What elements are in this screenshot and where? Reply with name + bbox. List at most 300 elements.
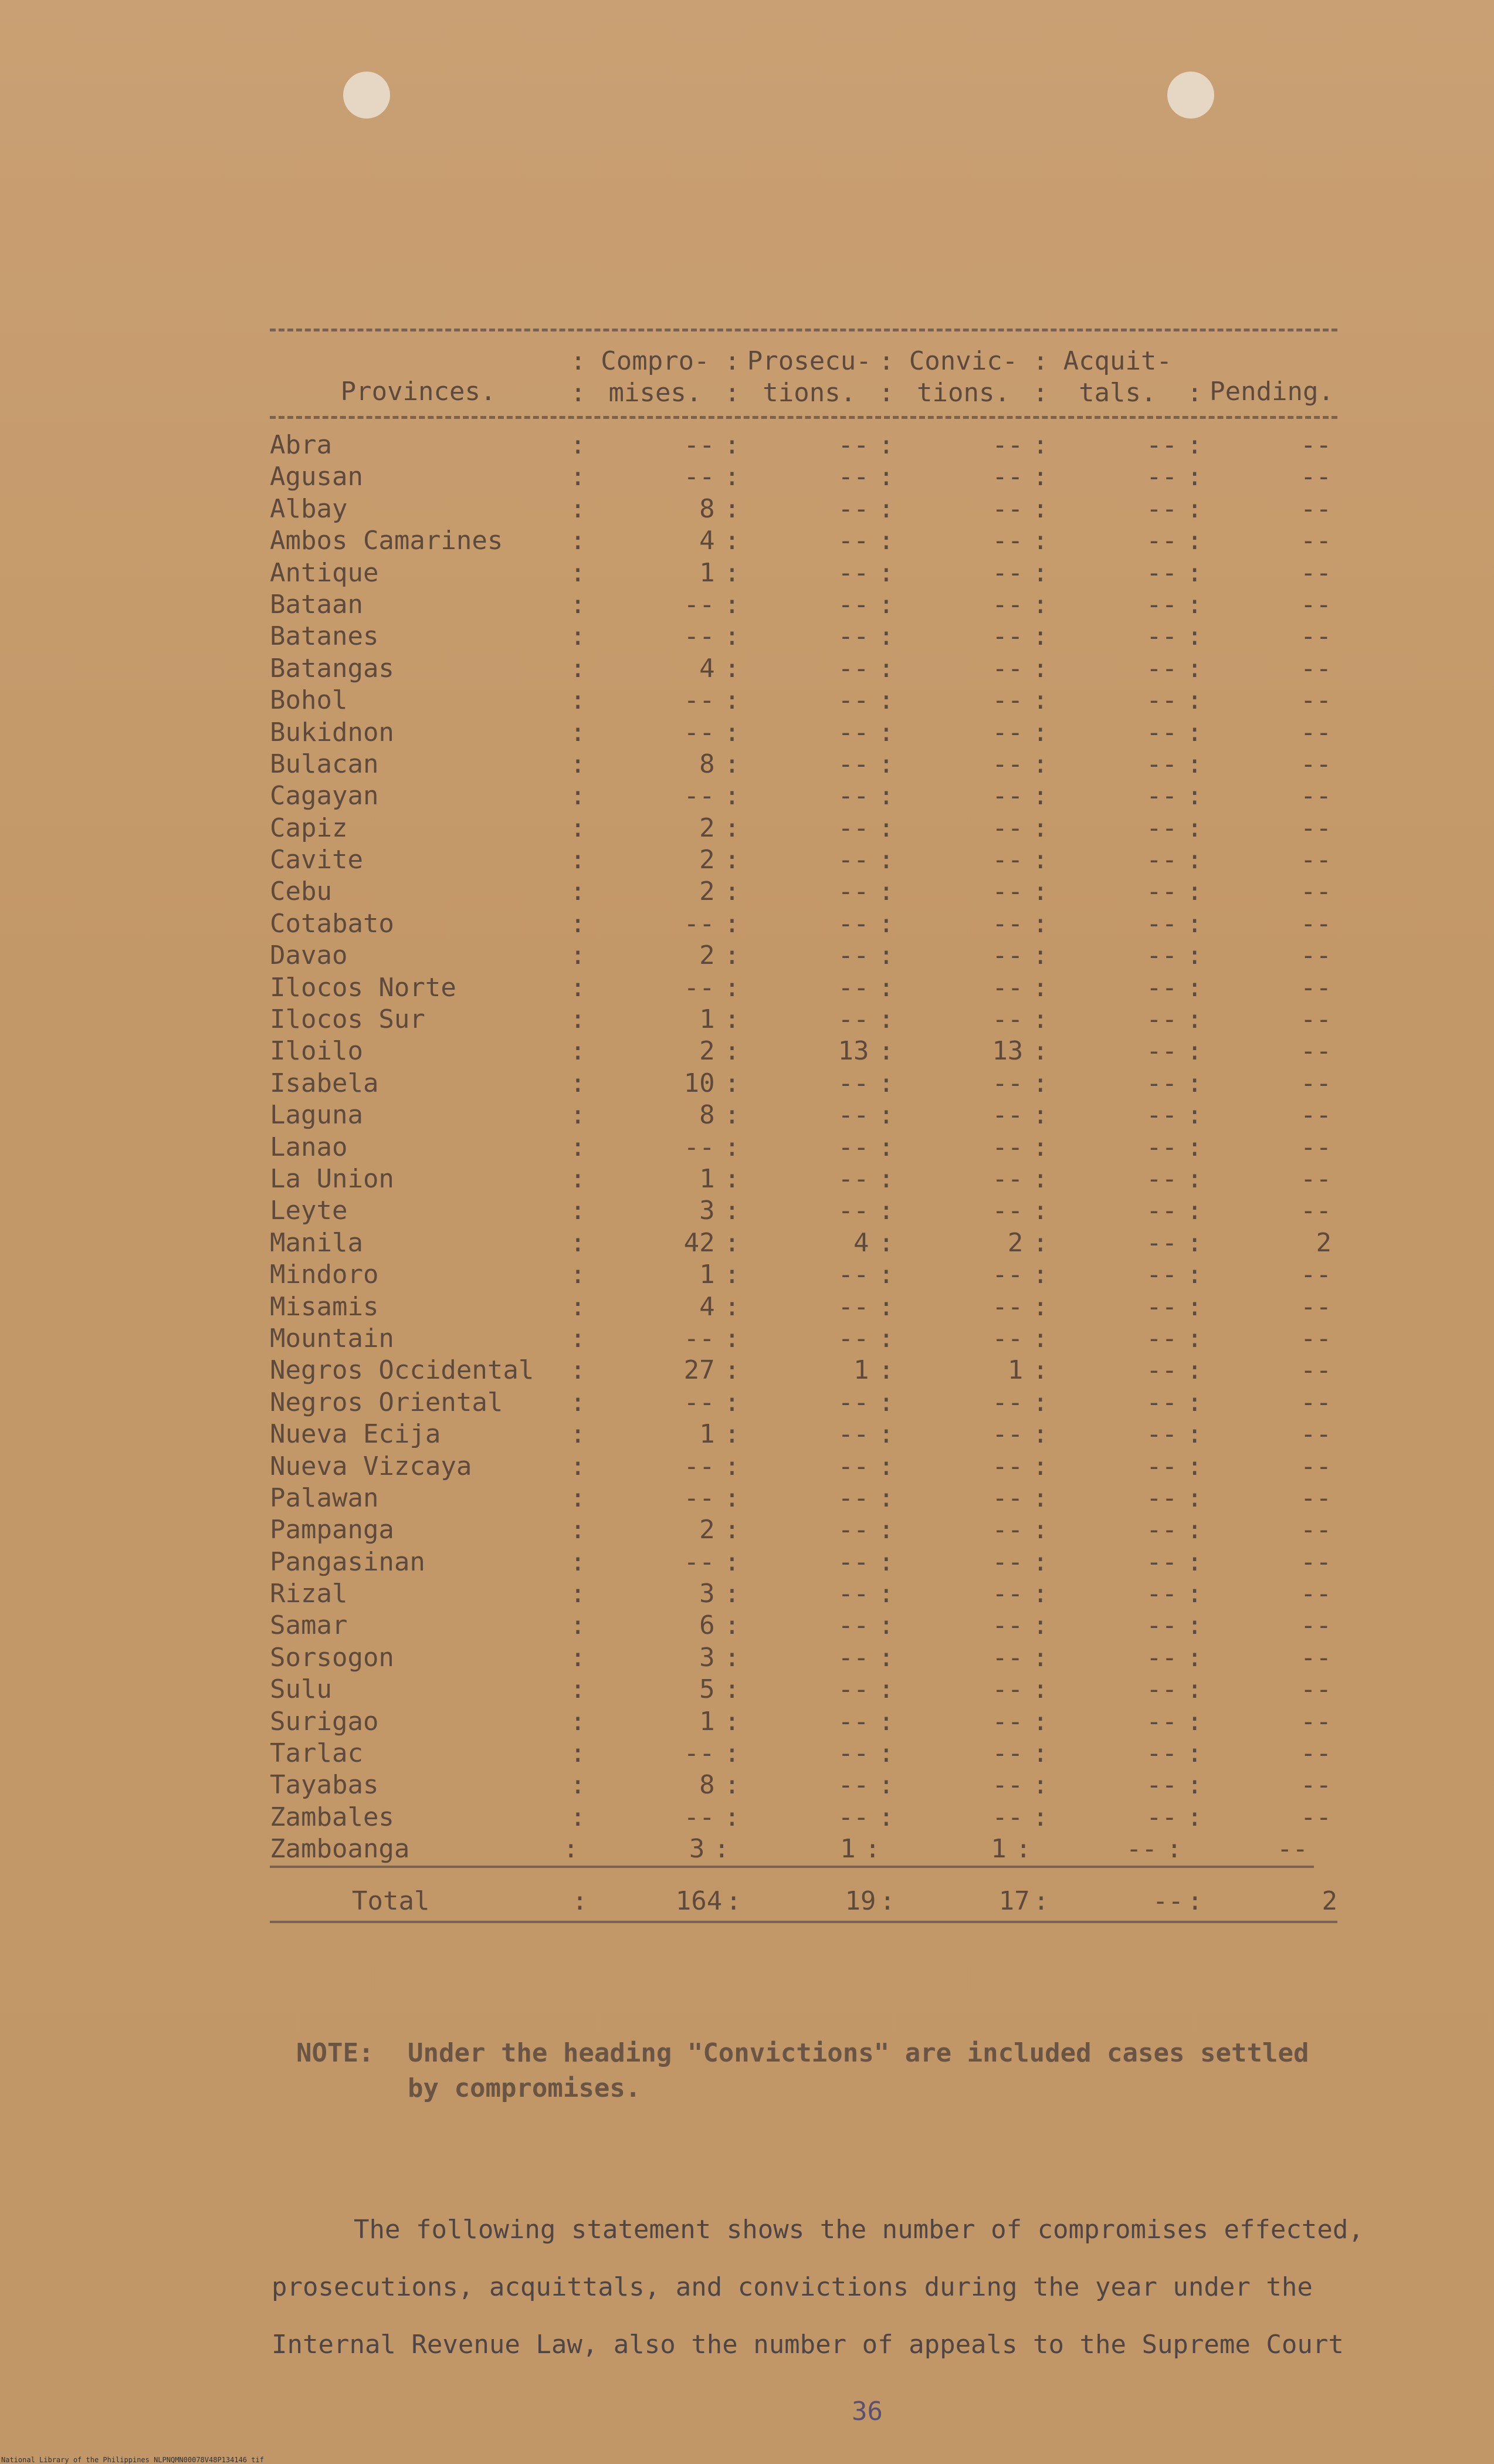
pending-cell: -- bbox=[1300, 430, 1332, 460]
pending-cell: -- bbox=[1300, 1163, 1332, 1194]
table-row bbox=[270, 1674, 1337, 1705]
column-separator: : bbox=[570, 526, 586, 556]
punch-hole-left bbox=[343, 72, 390, 119]
column-separator: : bbox=[1032, 1100, 1048, 1131]
column-separator: : bbox=[878, 845, 895, 875]
province-name: Manila bbox=[270, 1227, 363, 1258]
column-separator: : bbox=[1032, 1451, 1048, 1481]
compromises-cell: -- bbox=[683, 1132, 715, 1162]
column-separator: : bbox=[570, 940, 586, 971]
convictions-cell: 1 bbox=[991, 1834, 1007, 1864]
body-paragraph bbox=[272, 2201, 1398, 2374]
province-name: Cotabato bbox=[270, 908, 394, 939]
column-separator: : bbox=[1032, 1068, 1048, 1098]
province-name: Tarlac bbox=[270, 1738, 363, 1769]
acquittals-cell: -- bbox=[1146, 1132, 1178, 1162]
column-separator: : bbox=[1032, 908, 1048, 939]
convictions-cell: 1 bbox=[1007, 1355, 1024, 1386]
total-prosecutions: 19 bbox=[845, 1886, 876, 1916]
column-separator: : bbox=[570, 1579, 586, 1609]
compromises-cell: 27 bbox=[683, 1355, 715, 1386]
table-row bbox=[270, 844, 1337, 876]
compromises-cell: -- bbox=[683, 972, 715, 1003]
acquittals-cell: -- bbox=[1146, 1291, 1178, 1322]
column-separator: : bbox=[724, 1770, 740, 1800]
column-separator: : bbox=[878, 685, 895, 716]
prosecutions-cell: -- bbox=[838, 1674, 869, 1705]
acquittals-cell: -- bbox=[1146, 1260, 1178, 1290]
table-row bbox=[270, 1483, 1337, 1514]
note-label: NOTE: bbox=[296, 2038, 374, 2068]
convictions-cell: -- bbox=[992, 1642, 1024, 1673]
table-row bbox=[270, 557, 1337, 589]
column-separator: : bbox=[1187, 557, 1202, 588]
province-name: Mountain bbox=[270, 1323, 394, 1353]
header-sep: : : bbox=[878, 346, 895, 408]
pending-cell: -- bbox=[1300, 1004, 1332, 1035]
column-separator: : bbox=[1187, 1291, 1202, 1322]
compromises-cell: -- bbox=[683, 1738, 715, 1769]
column-separator: : bbox=[570, 1674, 586, 1705]
pending-cell: -- bbox=[1300, 621, 1332, 652]
note bbox=[296, 2036, 1352, 2106]
pending-cell: -- bbox=[1300, 493, 1332, 524]
convictions-cell: -- bbox=[992, 845, 1024, 875]
column-separator: : bbox=[1032, 940, 1048, 971]
prosecutions-cell: -- bbox=[838, 1260, 869, 1290]
convictions-cell: -- bbox=[992, 1515, 1024, 1545]
province-name: Laguna bbox=[270, 1100, 363, 1131]
pending-cell: -- bbox=[1300, 1100, 1332, 1131]
column-separator: : bbox=[1187, 1515, 1202, 1545]
column-separator: : bbox=[878, 557, 895, 588]
column-separator: : bbox=[724, 462, 740, 492]
column-separator: : bbox=[1032, 1163, 1048, 1194]
table-row bbox=[270, 876, 1337, 908]
acquittals-cell: -- bbox=[1146, 526, 1178, 556]
total-pending: 2 bbox=[1322, 1886, 1338, 1916]
column-separator: : bbox=[1032, 526, 1048, 556]
table-row bbox=[270, 1035, 1337, 1067]
table-row bbox=[270, 1355, 1337, 1386]
acquittals-cell: -- bbox=[1146, 1196, 1178, 1226]
acquittals-cell: -- bbox=[1126, 1834, 1157, 1864]
column-separator: : bbox=[878, 430, 895, 460]
column-separator: : bbox=[570, 1610, 586, 1641]
compromises-cell: 2 bbox=[699, 940, 715, 971]
convictions-cell: 13 bbox=[992, 1036, 1024, 1067]
pending-cell: -- bbox=[1300, 1770, 1332, 1800]
column-separator: : bbox=[570, 845, 586, 875]
table-row bbox=[270, 1642, 1337, 1674]
table-row bbox=[270, 493, 1337, 525]
acquittals-cell: -- bbox=[1146, 653, 1178, 683]
province-name: Cavite bbox=[270, 845, 363, 875]
column-separator: : bbox=[570, 908, 586, 939]
province-name: Agusan bbox=[270, 462, 363, 492]
prosecutions-cell: -- bbox=[838, 1738, 869, 1769]
column-separator: : bbox=[865, 1834, 880, 1864]
column-separator: : bbox=[1187, 1642, 1202, 1673]
column-separator: : bbox=[1187, 493, 1202, 524]
prosecutions-cell: -- bbox=[838, 1483, 869, 1513]
convictions-cell: -- bbox=[992, 876, 1024, 907]
column-separator: : bbox=[570, 1068, 586, 1098]
column-separator: : bbox=[1032, 1355, 1048, 1386]
acquittals-cell: -- bbox=[1146, 1706, 1178, 1737]
column-separator: : bbox=[1187, 1770, 1202, 1800]
column-separator: : bbox=[878, 1674, 895, 1705]
column-separator: : bbox=[1187, 1738, 1202, 1769]
column-separator: : bbox=[1187, 717, 1202, 747]
pending-cell: -- bbox=[1300, 1196, 1332, 1226]
prosecutions-cell: -- bbox=[838, 1515, 869, 1545]
compromises-cell: -- bbox=[683, 781, 715, 811]
column-separator: : bbox=[878, 1802, 895, 1832]
prosecutions-cell: -- bbox=[838, 1770, 869, 1800]
total-row bbox=[270, 1886, 1337, 1923]
column-separator: : bbox=[878, 1355, 895, 1386]
prosecutions-cell: -- bbox=[838, 1387, 869, 1417]
prosecutions-cell: -- bbox=[838, 1419, 869, 1450]
province-name: Lanao bbox=[270, 1132, 348, 1162]
column-separator: : bbox=[1015, 1834, 1031, 1864]
column-separator: : bbox=[878, 493, 895, 524]
convictions-cell: -- bbox=[992, 1674, 1024, 1705]
convictions-cell: -- bbox=[992, 1323, 1024, 1353]
table-row bbox=[270, 589, 1337, 621]
convictions-cell: -- bbox=[992, 1419, 1024, 1450]
column-separator: : bbox=[570, 1483, 586, 1513]
convictions-cell: -- bbox=[992, 749, 1024, 779]
column-separator: : bbox=[1032, 972, 1048, 1003]
column-separator: : bbox=[1187, 1579, 1202, 1609]
column-separator: : bbox=[1187, 940, 1202, 971]
province-name: Rizal bbox=[270, 1579, 348, 1609]
table-row bbox=[270, 940, 1337, 972]
header-compromises bbox=[590, 346, 721, 409]
acquittals-cell: -- bbox=[1146, 493, 1178, 524]
pending-cell: -- bbox=[1300, 1579, 1332, 1609]
column-separator: : bbox=[570, 1738, 586, 1769]
compromises-cell: 42 bbox=[683, 1227, 715, 1258]
pending-cell: -- bbox=[1300, 1419, 1332, 1450]
paragraph-line-1: The following statement shows the number of compromises effected, bbox=[354, 2215, 1364, 2245]
pending-cell: -- bbox=[1300, 1036, 1332, 1067]
header-compromises-line1: Compro- bbox=[601, 346, 710, 376]
column-separator: : bbox=[1032, 462, 1048, 492]
province-name: Abra bbox=[270, 430, 332, 460]
province-name: Bohol bbox=[270, 685, 348, 716]
column-separator: : bbox=[724, 1260, 740, 1290]
column-separator: : bbox=[1032, 1260, 1048, 1290]
column-separator: : bbox=[724, 1036, 740, 1067]
punch-hole-right bbox=[1167, 72, 1214, 119]
column-separator: : bbox=[1187, 749, 1202, 779]
compromises-cell: 3 bbox=[689, 1834, 705, 1864]
column-separator: : bbox=[1187, 781, 1202, 811]
province-name: Misamis bbox=[270, 1291, 379, 1322]
column-separator: : bbox=[570, 653, 586, 683]
pending-cell: -- bbox=[1300, 908, 1332, 939]
province-name: Bukidnon bbox=[270, 717, 394, 747]
province-name: Bulacan bbox=[270, 749, 379, 779]
column-separator: : bbox=[1032, 1674, 1048, 1705]
pending-cell: -- bbox=[1300, 462, 1332, 492]
compromises-cell: 1 bbox=[699, 557, 715, 588]
acquittals-cell: -- bbox=[1146, 1674, 1178, 1705]
convictions-cell: -- bbox=[992, 1802, 1024, 1832]
compromises-cell: 1 bbox=[699, 1260, 715, 1290]
acquittals-cell: -- bbox=[1146, 1004, 1178, 1035]
pending-cell: -- bbox=[1300, 845, 1332, 875]
column-separator: : bbox=[570, 1100, 586, 1131]
acquittals-cell: -- bbox=[1146, 749, 1178, 779]
table-row bbox=[270, 1706, 1337, 1738]
compromises-cell: 1 bbox=[699, 1706, 715, 1737]
column-separator: : bbox=[724, 1291, 740, 1322]
column-separator: : bbox=[1187, 1706, 1202, 1737]
acquittals-cell: -- bbox=[1146, 876, 1178, 907]
compromises-cell: 8 bbox=[699, 493, 715, 524]
column-separator: : bbox=[1032, 1483, 1048, 1513]
column-separator: : bbox=[724, 876, 740, 907]
table-row bbox=[270, 1578, 1337, 1610]
province-name: Batanes bbox=[270, 621, 379, 652]
convictions-cell: -- bbox=[992, 1579, 1024, 1609]
column-separator: : bbox=[724, 1515, 740, 1545]
province-name: Zambales bbox=[270, 1802, 394, 1832]
column-separator: : bbox=[1032, 1642, 1048, 1673]
column-separator: : bbox=[570, 589, 586, 620]
column-separator: : bbox=[724, 1642, 740, 1673]
compromises-cell: 1 bbox=[699, 1004, 715, 1035]
column-separator: : bbox=[1032, 1770, 1048, 1800]
pending-cell: -- bbox=[1300, 1515, 1332, 1545]
column-separator: : bbox=[878, 1642, 895, 1673]
table-header bbox=[270, 342, 1337, 412]
acquittals-cell: -- bbox=[1146, 1802, 1178, 1832]
column-separator: : bbox=[1032, 845, 1048, 875]
province-name: Albay bbox=[270, 493, 348, 524]
column-separator: : bbox=[1187, 876, 1202, 907]
province-name: Ilocos Norte bbox=[270, 972, 456, 1003]
prosecutions-cell: -- bbox=[838, 1323, 869, 1353]
convictions-cell: -- bbox=[992, 940, 1024, 971]
table-row bbox=[270, 429, 1337, 461]
acquittals-cell: -- bbox=[1146, 557, 1178, 588]
prosecutions-cell: -- bbox=[838, 1163, 869, 1194]
acquittals-cell: -- bbox=[1146, 1387, 1178, 1417]
acquittals-cell: -- bbox=[1146, 430, 1178, 460]
pending-cell: -- bbox=[1300, 1546, 1332, 1577]
header-sep: : : bbox=[724, 346, 740, 408]
column-separator: : bbox=[724, 972, 740, 1003]
column-separator: : bbox=[724, 1387, 740, 1417]
compromises-cell: 2 bbox=[699, 876, 715, 907]
acquittals-cell: -- bbox=[1146, 1068, 1178, 1098]
column-separator: : bbox=[1032, 876, 1048, 907]
column-separator: : bbox=[724, 1419, 740, 1450]
column-separator: : bbox=[1187, 1227, 1202, 1258]
total-acquittals: -- bbox=[1152, 1886, 1184, 1916]
prosecutions-cell: -- bbox=[838, 526, 869, 556]
acquittals-cell: -- bbox=[1146, 845, 1178, 875]
header-sep: : : bbox=[1032, 346, 1049, 408]
acquittals-cell: -- bbox=[1146, 972, 1178, 1003]
table-row bbox=[270, 1068, 1337, 1099]
prosecutions-cell: -- bbox=[838, 557, 869, 588]
acquittals-cell: -- bbox=[1146, 1770, 1178, 1800]
total-label: Total bbox=[352, 1886, 430, 1916]
province-name: Isabela bbox=[270, 1068, 379, 1098]
acquittals-cell: -- bbox=[1146, 1642, 1178, 1673]
compromises-cell: 2 bbox=[699, 845, 715, 875]
column-separator: : bbox=[878, 1451, 895, 1481]
column-separator: : bbox=[878, 1163, 895, 1194]
prosecutions-cell: -- bbox=[838, 1132, 869, 1162]
header-provinces bbox=[270, 347, 567, 408]
prosecutions-cell: -- bbox=[838, 749, 869, 779]
table-row bbox=[270, 1323, 1337, 1355]
province-name: Sorsogon bbox=[270, 1642, 394, 1673]
column-separator: : bbox=[570, 685, 586, 716]
column-separator: : bbox=[570, 781, 586, 811]
column-separator: : bbox=[1187, 462, 1202, 492]
column-separator: : bbox=[1187, 1323, 1202, 1353]
convictions-cell: -- bbox=[992, 1291, 1024, 1322]
column-separator: : bbox=[570, 1546, 586, 1577]
acquittals-cell: -- bbox=[1146, 908, 1178, 939]
pending-cell: -- bbox=[1300, 813, 1332, 843]
province-name: Mindoro bbox=[270, 1260, 379, 1290]
province-name: Zamboanga bbox=[270, 1834, 410, 1864]
column-separator: : bbox=[1032, 1291, 1048, 1322]
compromises-cell: -- bbox=[683, 908, 715, 939]
convictions-cell: -- bbox=[992, 1163, 1024, 1194]
column-separator: : bbox=[570, 717, 586, 747]
column-separator: : bbox=[878, 462, 895, 492]
pending-cell: -- bbox=[1300, 1355, 1332, 1386]
column-separator: : bbox=[570, 462, 586, 492]
province-name: Davao bbox=[270, 940, 348, 971]
convictions-cell: -- bbox=[992, 493, 1024, 524]
header-prosecutions-line2: tions. bbox=[763, 378, 856, 408]
column-separator: : bbox=[1187, 1387, 1202, 1417]
column-separator: : bbox=[1187, 1674, 1202, 1705]
column-separator: : bbox=[724, 430, 740, 460]
compromises-cell: -- bbox=[683, 685, 715, 716]
column-separator: : bbox=[570, 972, 586, 1003]
table-row bbox=[270, 1419, 1337, 1450]
compromises-cell: 8 bbox=[699, 1770, 715, 1800]
table-row bbox=[270, 653, 1337, 685]
compromises-cell: 3 bbox=[699, 1579, 715, 1609]
pending-cell: -- bbox=[1300, 1068, 1332, 1098]
column-separator: : bbox=[1032, 813, 1048, 843]
convictions-cell: -- bbox=[992, 908, 1024, 939]
page-number: 36 bbox=[852, 2397, 883, 2426]
convictions-cell: -- bbox=[992, 557, 1024, 588]
table-row bbox=[270, 525, 1337, 557]
column-separator: : bbox=[724, 653, 740, 683]
province-name: Iloilo bbox=[270, 1036, 363, 1067]
column-separator: : bbox=[1032, 1546, 1048, 1577]
column-separator: : bbox=[724, 493, 740, 524]
pending-cell: -- bbox=[1277, 1834, 1308, 1864]
province-name: Capiz bbox=[270, 813, 348, 843]
compromises-cell: -- bbox=[683, 621, 715, 652]
pending-cell: -- bbox=[1300, 653, 1332, 683]
prosecutions-cell: 1 bbox=[853, 1355, 869, 1386]
pending-cell: -- bbox=[1300, 526, 1332, 556]
column-separator: : bbox=[563, 1834, 579, 1864]
prosecutions-cell: -- bbox=[838, 685, 869, 716]
column-separator: : bbox=[878, 876, 895, 907]
compromises-cell: 5 bbox=[699, 1674, 715, 1705]
table-row bbox=[270, 972, 1337, 1004]
column-separator: : bbox=[724, 1163, 740, 1194]
column-separator: : bbox=[724, 1227, 740, 1258]
pending-cell: -- bbox=[1300, 1483, 1332, 1513]
acquittals-cell: -- bbox=[1146, 1100, 1178, 1131]
acquittals-cell: -- bbox=[1146, 1451, 1178, 1481]
acquittals-cell: -- bbox=[1146, 1546, 1178, 1577]
column-separator: : bbox=[878, 908, 895, 939]
column-separator: : bbox=[1187, 685, 1202, 716]
column-separator: : bbox=[1187, 1355, 1202, 1386]
prosecutions-cell: -- bbox=[838, 653, 869, 683]
header-sep: : bbox=[1187, 378, 1202, 408]
header-pending-label: Pending. bbox=[1210, 376, 1334, 407]
column-separator: : bbox=[570, 557, 586, 588]
compromises-cell: -- bbox=[683, 1387, 715, 1417]
table-row bbox=[270, 685, 1337, 716]
pending-cell: 2 bbox=[1316, 1227, 1332, 1258]
column-separator: : bbox=[724, 781, 740, 811]
column-separator: : bbox=[724, 1132, 740, 1162]
column-separator: : bbox=[1187, 1483, 1202, 1513]
column-separator: : bbox=[1187, 813, 1202, 843]
header-convictions-line2: tions. bbox=[917, 378, 1010, 408]
column-separator: : bbox=[1187, 972, 1202, 1003]
pending-cell: -- bbox=[1300, 1387, 1332, 1417]
acquittals-cell: -- bbox=[1146, 1036, 1178, 1067]
province-name: Nueva Ecija bbox=[270, 1419, 441, 1450]
column-separator: : bbox=[1032, 493, 1048, 524]
column-separator: : bbox=[1032, 589, 1048, 620]
province-name: Nueva Vizcaya bbox=[270, 1451, 472, 1481]
column-separator: : bbox=[724, 940, 740, 971]
column-separator: : bbox=[570, 1355, 586, 1386]
header-acquittals bbox=[1052, 346, 1183, 409]
column-separator: : bbox=[878, 1323, 895, 1353]
convictions-cell: -- bbox=[992, 781, 1024, 811]
header-pending bbox=[1206, 347, 1337, 408]
column-separator: : bbox=[724, 717, 740, 747]
column-separator: : bbox=[1187, 1802, 1202, 1832]
compromises-cell: 3 bbox=[699, 1196, 715, 1226]
pending-cell: -- bbox=[1300, 1610, 1332, 1641]
top-rule bbox=[270, 329, 1337, 331]
convictions-cell: -- bbox=[992, 1004, 1024, 1035]
column-separator: : bbox=[570, 1515, 586, 1545]
column-separator: : bbox=[878, 1260, 895, 1290]
table-row bbox=[270, 1195, 1337, 1227]
acquittals-cell: -- bbox=[1146, 1163, 1178, 1194]
column-separator: : bbox=[1187, 1419, 1202, 1450]
prosecutions-cell: -- bbox=[838, 876, 869, 907]
